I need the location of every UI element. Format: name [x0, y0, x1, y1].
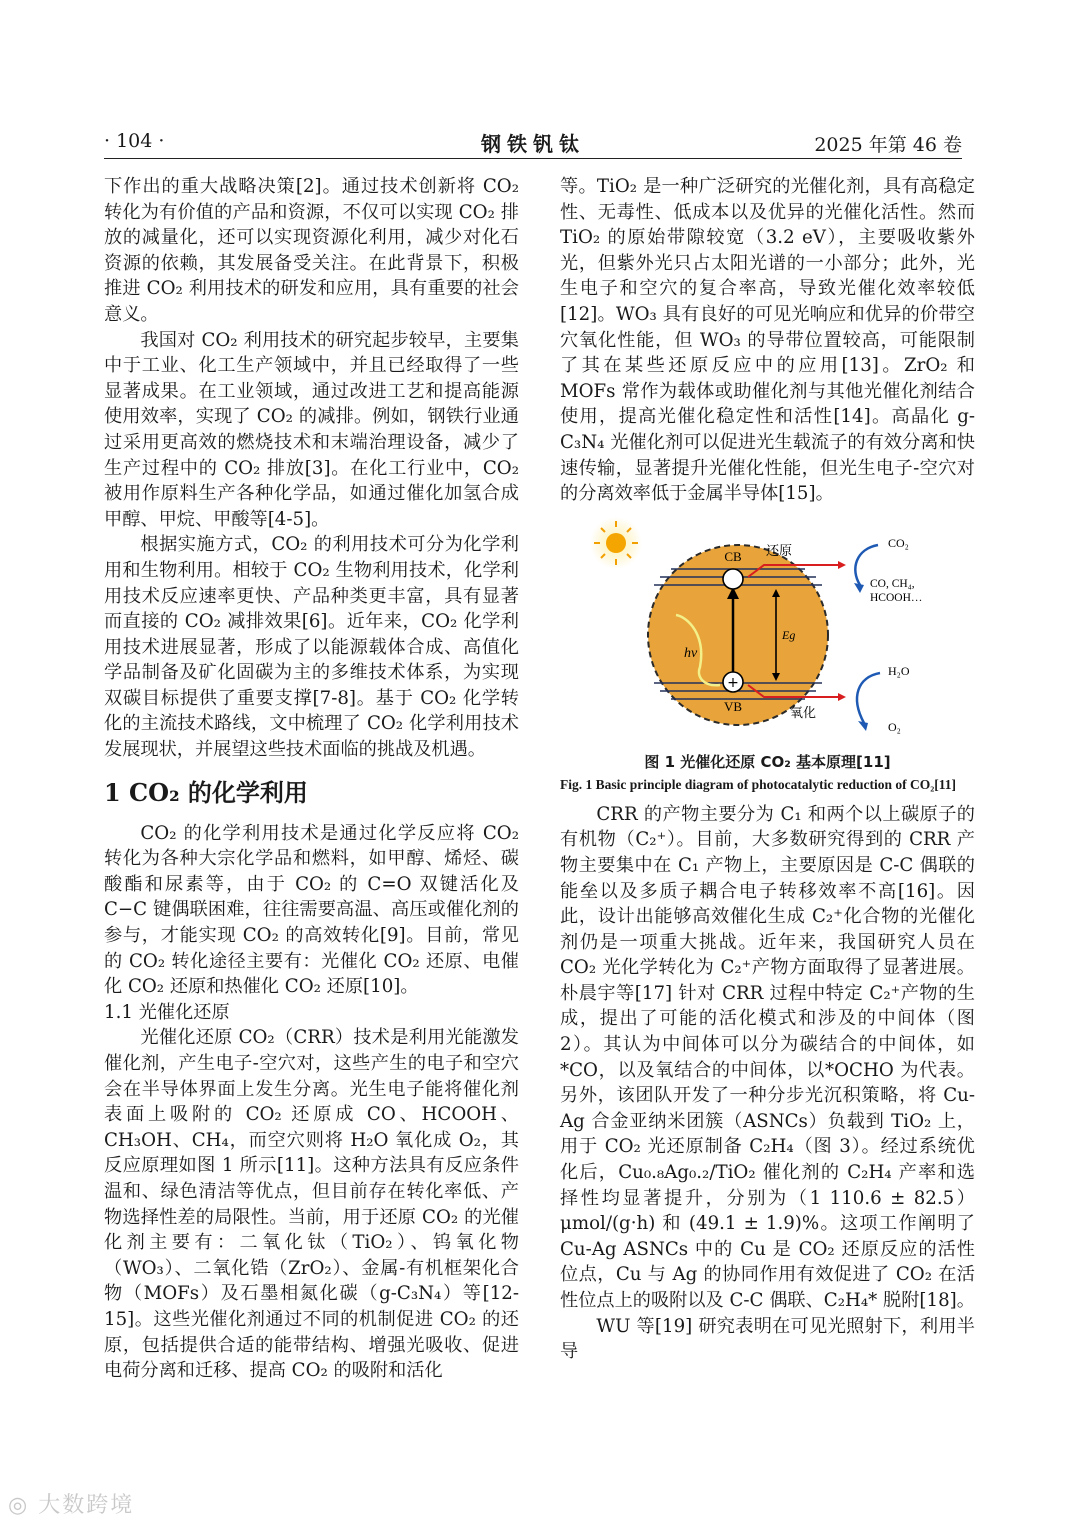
paragraph: CRR 的产物主要分为 C₁ 和两个以上碳原子的有机物（C₂⁺）。目前，大多数研究得到的 CRR 产物主要集中在 C₁ 产物上，主要原因是 C-C 偶联的能垒以及多质子耦合电子转移效率不高[16]。因此，设计出能够高效催化生成 C₂⁺化合物的光催化剂仍是一项重大挑战。近年来，我国研究人员在 CO₂ 光化学转化为 C₂⁺产物方面取得了显著进展。朴晨宇等[17] 针对 CRR 过程中特定 C₂⁺产物的生成，提出了可能的活化模式和涉及的中间体（图 2）。其认为中间体可以分为碳结合的中间体，如*CO，以及氧结合的中间体，以*OCHO 为代表。另外，该团队开发了一种分步光沉积策略，将 Cu-Ag 合金亚纳米团簇（ASNCs）负载到 TiO₂ 上，用于 CO₂ 光还原制备 C₂H₄（图 3）。经过系统优化后，Cu₀.₈Ag₀.₂/TiO₂ 催化剂的 C₂H₄ 产率和选择性均显著提升，分别为（1 110.6 ± 82.5）μmol/(g·h) 和 (49.1 ± 1.9)%。这项工作阐明了 Cu-Ag ASNCs 中的 Cu 是 CO₂ 还原反应的活性位点，Cu 与 Ag 的协同作用有效促进了 CO₂ 在活性位点上的吸附以及 C-C 偶联、C₂H₄* 脱附[18]。	[560, 803, 975, 1311]
water-oxidation-arrow	[857, 673, 880, 723]
paragraph: WU 等[19] 研究表明在可见光照射下，利用半导	[560, 1315, 975, 1363]
figure-caption-cn: 图 1 光催化还原 CO₂ 基本原理[11]	[644, 752, 891, 771]
journal-name: 钢铁钒钛	[481, 132, 585, 156]
figure-1	[560, 517, 975, 794]
photocatalysis-diagram	[588, 517, 948, 747]
paragraph: 下作出的重大战略决策[2]。通过技术创新将 CO₂ 转化为有价值的产品和资源，不仅可以实现 CO₂ 排放的减量化，还可以实现资源化利用，减少对化石资源的依赖，其发展备受关注。在此背景下，积极推进 CO₂ 利用技术的研发和应用，具有重要的社会意义。	[104, 176, 519, 325]
paragraph: 等。TiO₂ 是一种广泛研究的光催化剂，具有高稳定性、无毒性、低成本以及优异的光催化活性。然而 TiO₂ 的原始带隙较宽（3.2 eV），主要吸收紫外光，但紫外光只占太阳光谱的一小部分；此外，光生电子和空穴的复合率高，导致光催化效率较低[12]。WO₃ 具有良好的可见光响应和优异的价带空穴氧化性能，但 WO₃ 的导带位置较高，可能限制了其在某些还原反应中的应用[13]。ZrO₂ 和 MOFs 常作为载体或助催化剂与其他光催化剂结合使用，提高光催化稳定性和活性[14]。高晶化 g-C₃N₄ 光催化剂可以促进光生载流子的有效分离和快速传输，显著提升光催化性能，但光生电子-空穴对的分离效率低于金属半导体[15]。	[560, 176, 975, 505]
eg-label: Eg	[781, 627, 795, 642]
hv-label: hν	[683, 645, 697, 661]
subsection-title: 1.1 光催化还原	[104, 1001, 230, 1023]
vb-label: VB	[723, 698, 742, 714]
section-title: 1 CO₂ 的化学利用	[104, 777, 308, 807]
products-label: CO, CH₄,	[869, 577, 915, 590]
cb-label: CB	[723, 548, 742, 564]
hole-plus: +	[726, 674, 739, 691]
reduction-label: 还原	[765, 543, 792, 559]
left-column	[104, 174, 519, 1384]
watermark-logo: ◎ 大数跨境	[8, 1493, 135, 1518]
co2-label: CO₂	[887, 535, 909, 550]
h2o-label: H₂O	[887, 663, 910, 678]
page-number: · 104 ·	[104, 130, 165, 152]
figure-caption-en: Fig. 1 Basic principle diagram of photocatalytic reduction of CO₂[11]	[560, 776, 957, 792]
paragraph: 我国对 CO₂ 利用技术的研究起步较早，主要集中于工业、化工生产领域中，并且已经取得了一些显著成果。在工业领域，通过改进工艺和提高能源使用效率，实现了 CO₂ 的减排。例如，钢铁行业通过采用更高效的燃烧技术和末端治理设备，减少了生产过程中的 CO₂ 排放[3]。在化工行业中，CO₂ 被用作原料生产各种化学品，如通过催化加氢合成甲醇、甲烷、甲酸等[4-5]。	[104, 329, 519, 530]
o2-label: O₂	[887, 719, 901, 734]
page-header	[104, 128, 962, 159]
right-column	[560, 174, 975, 1365]
oxidation-label: 氧化	[789, 705, 816, 721]
products-label-2: HCOOH…	[869, 591, 922, 604]
paragraph: CO₂ 的化学利用技术是通过化学反应将 CO₂ 转化为各种大宗化学品和燃料，如甲醇、烯烃、碳酸酯和尿素等，由于 CO₂ 的 C=O 双键活化及 C−C 键偶联困难，往往需要高温、高压或催化剂的参与，才能实现 CO₂ 的高效转化[9]。目前，常见的 CO₂ 转化途径主要有：光催化 CO₂ 还原、电催化 CO₂ 还原和热催化 CO₂ 还原[10]。	[104, 822, 519, 998]
paragraph: 光催化还原 CO₂（CRR）技术是利用光能激发催化剂，产生电子-空穴对，这些产生的电子和空穴会在半导体界面上发生分离。光生电子能将催化剂表面上吸附的 CO₂ 还原成 CO、HCOOH、CH₃OH、CH₄，而空穴则将 H₂O 氧化成 O₂，其反应原理如图 1 所示[11]。这种方法具有反应条件温和、绿色清洁等优点，但目前存在转化率低、产物选择性差的局限性。当前，用于还原 CO₂ 的光催化剂主要有：二氧化钛（TiO₂）、钨氧化物（WO₃）、二氧化锆（ZrO₂）、金属-有机框架化合物（MOFs）及石墨相氮化碳（g-C₃N₄）等[12-15]。这些光催化剂通过不同的机制促进 CO₂ 的还原，包括提供合适的能带结构、增强光吸收、促进电荷分离和迁移、提高 CO₂ 的吸附和活化	[104, 1027, 519, 1382]
volume-label: 2025 年第 46 卷	[814, 134, 962, 156]
paragraph: 根据实施方式，CO₂ 的利用技术可分为化学利用和生物利用。相较于 CO₂ 生物利用技术，化学利用技术反应速率更快、产品种类更丰富，具有显著而直接的 CO₂ 减排效果[6]。近年来，CO₂ 化学利用技术进展显著，形成了以能源载体合成、高值化学品制备及矿化固碳为主的多维技术体系，为实现双碳目标提供了重要支撑[7-8]。基于 CO₂ 化学转化的主流技术路线，文中梳理了 CO₂ 化学利用技术发展现状，并展望这些技术面临的挑战及机遇。	[104, 534, 519, 761]
electron-circle	[723, 569, 743, 589]
